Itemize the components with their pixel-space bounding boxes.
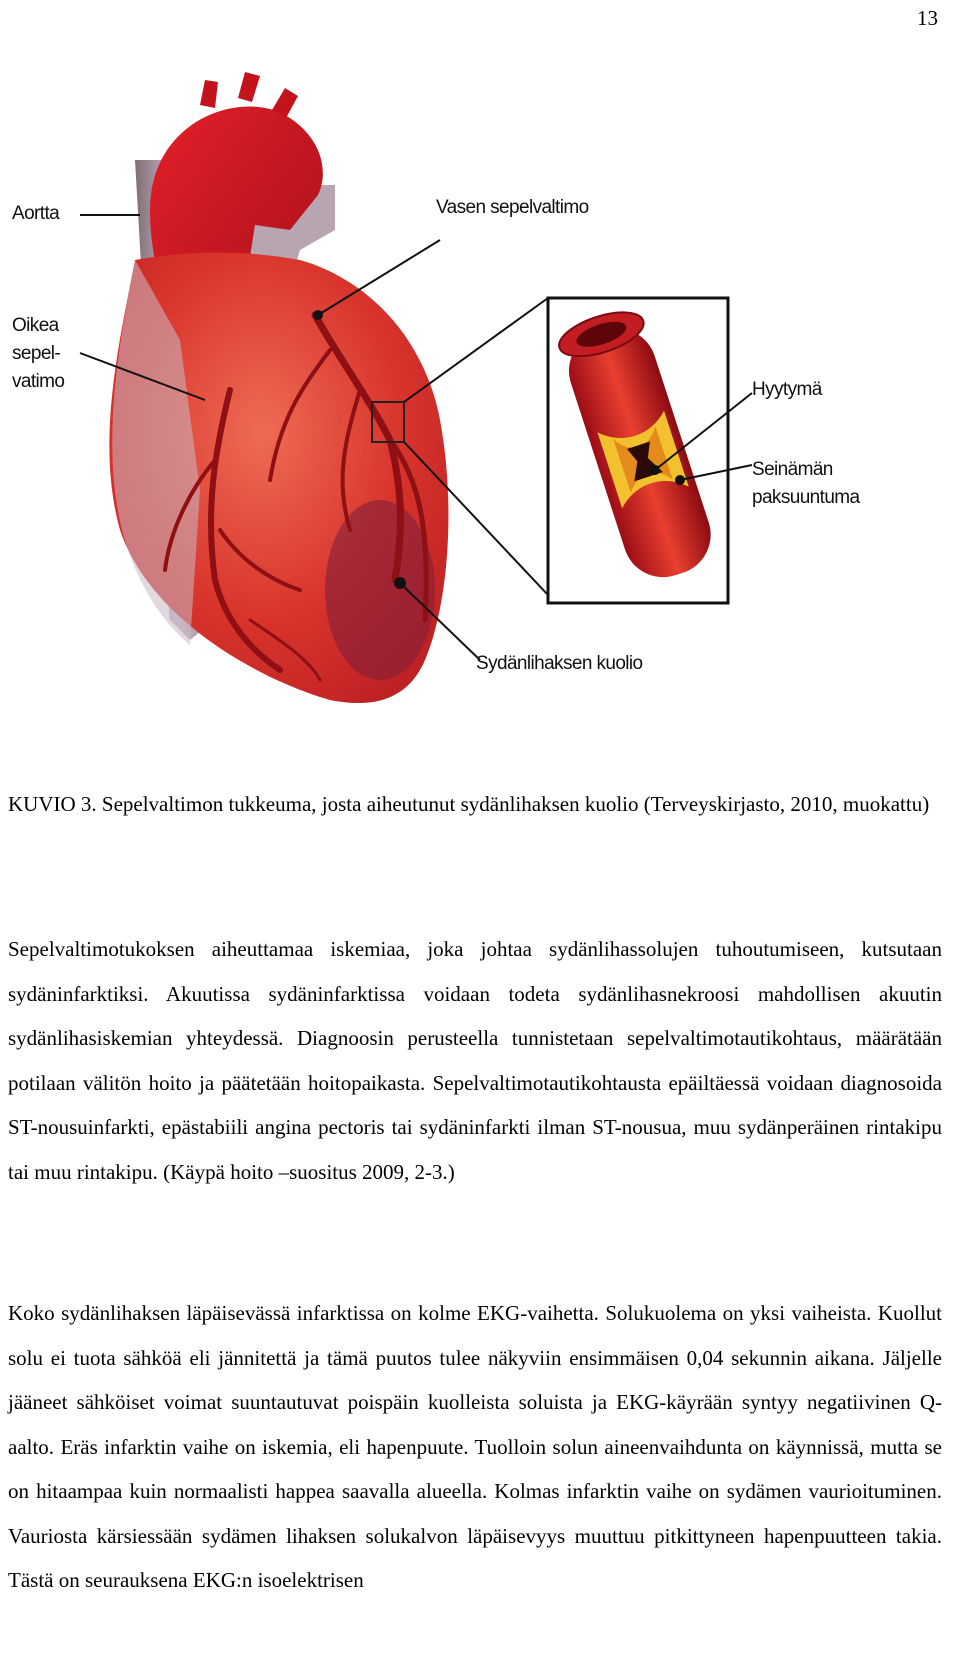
- label-clot: Hyytymä: [752, 379, 822, 400]
- label-aorta: Aortta: [12, 203, 60, 224]
- label-left-coronary: Vasen sepelvaltimo: [436, 197, 589, 218]
- label-right-coronary-3: vatimo: [12, 371, 65, 392]
- label-right-coronary-2: sepel-: [12, 343, 61, 364]
- figure-caption: KUVIO 3. Sepelvaltimon tukkeuma, josta aiheutunut sydänlihaksen kuolio (Terveyskirjasto, 2010, muokattu): [8, 792, 930, 816]
- paragraph-2: Koko sydänlihaksen läpäisevässä infarktissa on kolme EKG-vaihetta. Solukuolema on yksi vaiheista. Kuollut solu ei tuota sähköä eli jännitettä ja tämä puutos tulee näkyviin ensimmäisen 0,04 sekunnin aikana. Jäljelle jääneet sähköiset voimat suuntautuvat poispäin kuolleista soluista ja EKG-käyrään syntyy negatiivinen Q-aalto. Eräs infarktin vaihe on iskemia, eli hapenpuute. Tuolloin solun aineenvaihdunta on käynnissä, mutta se on hitaampaa kuin normaalisti happea saavalla alueella. Kolmas infarktin vaihe on sydämen vaurioituminen. Vauriosta kärsiessään sydämen lihaksen solukalvon läpäisevyys muuttuu pitkittyneen hapenpuutteen takia. Tästä on seurauksena EKG:n isoelektrisen: [8, 1301, 942, 1592]
- label-necrosis: Sydänlihaksen kuolio: [476, 653, 643, 674]
- page-number: 13: [917, 6, 938, 30]
- paragraph-1: Sepelvaltimotukoksen aiheuttamaa iskemiaa, joka johtaa sydänlihassolujen tuhoutumiseen, kutsutaan sydäninfarktiksi. Akuutissa sydäninfarktissa voidaan todeta sydänlihasnekroosi mahdollisen akuutin sydänlihasiskemian yhteydessä. Diagnoosin perusteella tunnistetaan sepelvaltimotautikohtaus, määrätään potilaan välitön hoito ja päätetään hoitopaikasta. Sepelvaltimotautikohtausta epäiltäessä voidaan diagnosoida ST-nousuinfarkti, epästabiili angina pectoris tai sydäninfarkti ilman ST-nousua, muu sydänperäinen rintakipu tai muu rintakipu. (Käypä hoito –suositus 2009, 2-3.): [8, 937, 942, 1184]
- label-right-coronary-1: Oikea: [12, 315, 59, 336]
- heart-infarction-figure: [0, 60, 960, 740]
- label-wall-thickening-2: paksuuntuma: [752, 487, 860, 508]
- label-wall-thickening-1: Seinämän: [752, 459, 833, 480]
